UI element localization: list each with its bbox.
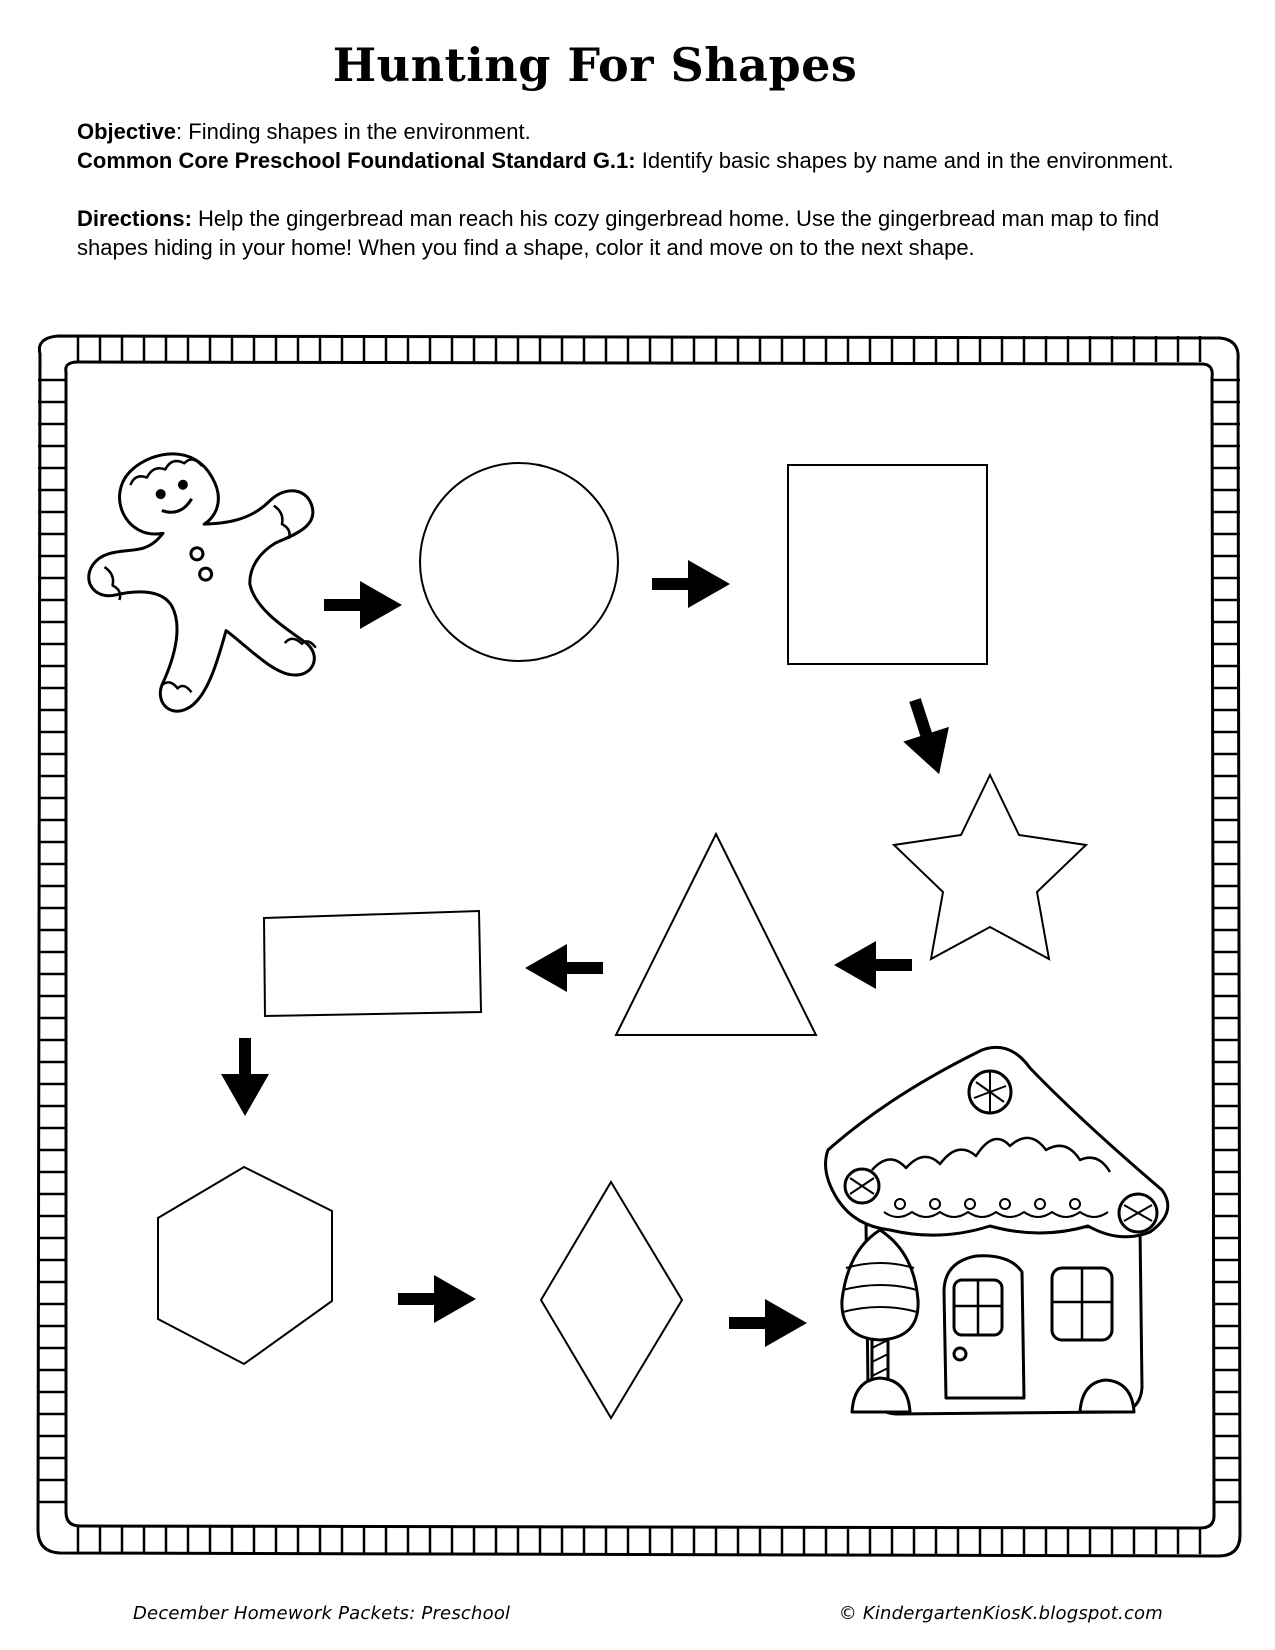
objective-text: : Finding shapes in the environment. <box>176 119 531 144</box>
arrow-icon <box>221 1038 269 1116</box>
arrow-icon <box>834 941 912 989</box>
standard-text: Identify basic shapes by name and in the environment. <box>635 148 1174 173</box>
page-title: Hunting For Shapes <box>332 38 858 92</box>
gingerbread-man-icon <box>59 415 361 728</box>
triangle-shape[interactable] <box>616 834 816 1035</box>
hexagon-shape[interactable] <box>158 1167 332 1364</box>
gingerbread-house-icon <box>826 1047 1168 1414</box>
circle-shape[interactable] <box>420 463 618 661</box>
objective-label: Objective <box>77 119 177 144</box>
directions-label: Directions: <box>77 206 192 231</box>
standard-label: Common Core Preschool Foundational Standard G.1: <box>77 148 636 173</box>
directions-text: Help the gingerbread man reach his cozy gingerbread home. Use the gingerbread man map to find shapes hiding in your home! When you find a shape, color it and move on to the next shape. <box>77 206 1160 260</box>
square-shape[interactable] <box>788 465 987 664</box>
rectangle-shape[interactable] <box>264 911 481 1016</box>
arrow-icon <box>652 560 730 608</box>
footer-left: December Homework Packets: Preschool <box>133 1603 511 1624</box>
footer-right: © KindergartenKiosK.blogspot.com <box>838 1603 1163 1624</box>
arrow-icon <box>398 1275 476 1323</box>
rhombus-shape[interactable] <box>541 1182 682 1418</box>
arrow-icon <box>892 693 962 782</box>
arrow-icon <box>525 944 603 992</box>
star-shape[interactable] <box>894 775 1086 959</box>
arrow-icon <box>324 581 402 629</box>
arrow-icon <box>729 1299 807 1347</box>
